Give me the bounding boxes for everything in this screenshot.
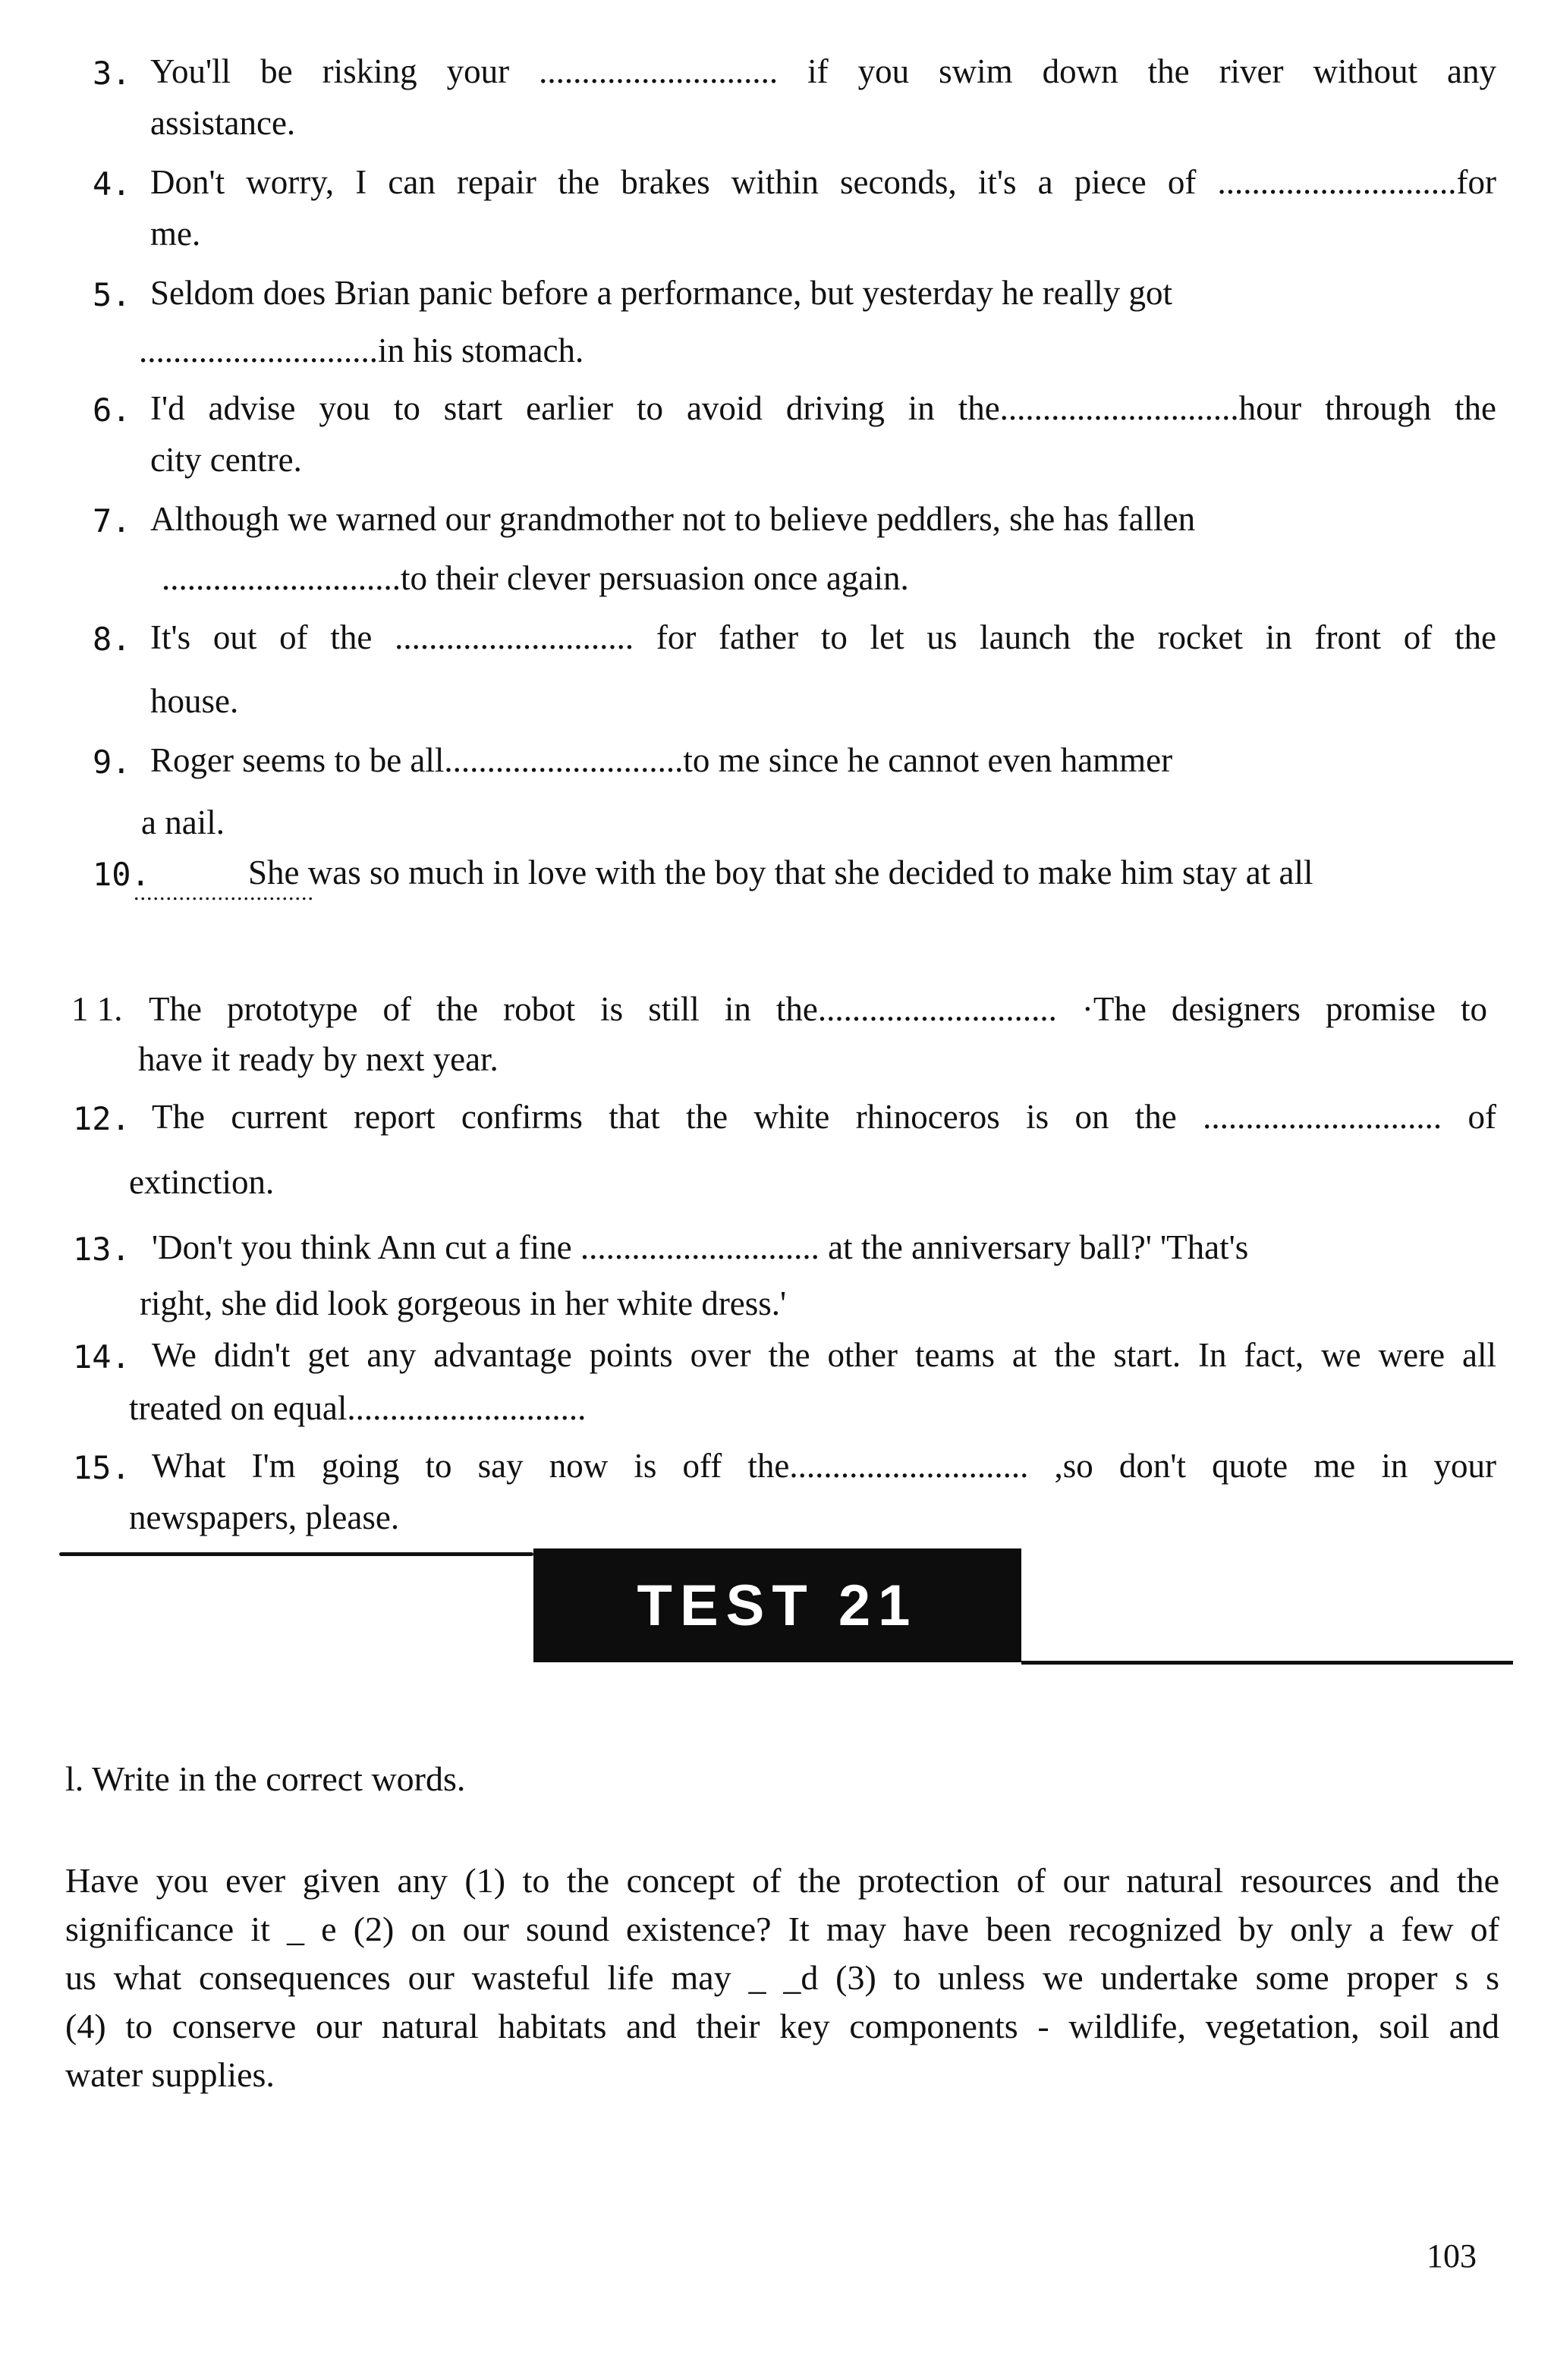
item-number: 15. bbox=[73, 1449, 131, 1486]
item-number: 12. bbox=[73, 1100, 131, 1137]
item-number: 14. bbox=[73, 1338, 131, 1375]
item-text-line1: I'd advise you to start earlier to avoid driving in the............................hour through the bbox=[150, 389, 1496, 427]
item-number: 7. bbox=[93, 502, 131, 539]
item-text-line2: me. bbox=[150, 215, 201, 253]
item-text-line1: She was so much in love with the boy that she decided to make him stay at all bbox=[248, 854, 1313, 891]
item-text-line1: What I'm going to say now is off the............................ ,so don't quote me in your bbox=[152, 1447, 1496, 1485]
paragraph-line: Have you ever given any (1) to the concept of the protection of our natural resources and the bbox=[65, 1861, 1499, 1900]
paragraph-line: (4) to conserve our natural habitats and their key components - wildlife, vegetation, soil and bbox=[65, 2007, 1499, 2045]
item-text-line1: Seldom does Brian panic before a performance, but yesterday he really got bbox=[150, 274, 1172, 312]
item-text-line1: Don't worry, I can repair the brakes within seconds, it's a piece of ............................for bbox=[150, 163, 1496, 201]
item-number: 10. bbox=[93, 856, 150, 893]
item-text-line1: You'll be risking your ............................ if you swim down the river without any bbox=[150, 52, 1496, 90]
item-number: 1 1. bbox=[71, 990, 123, 1028]
test-banner-title: TEST 21 bbox=[637, 1573, 918, 1638]
paragraph-line: significance it _ e (2) on our sound existence? It may have been recognized by only a few of bbox=[65, 1910, 1499, 1948]
item-number: 3. bbox=[93, 55, 131, 92]
item-text-line1: Although we warned our grandmother not to believe peddlers, she has fallen bbox=[150, 500, 1196, 538]
item-text-line2: ............................in his stomach. bbox=[139, 332, 584, 369]
item-text-line1: The prototype of the robot is still in the............................ ·The designers promise to bbox=[149, 990, 1487, 1028]
item-text-line1: Roger seems to be all............................to me since he cannot even hammer bbox=[150, 741, 1173, 779]
item-number: 6. bbox=[93, 391, 131, 429]
item-text-line2: house. bbox=[150, 682, 239, 720]
item-text-line1: We didn't get any advantage points over the other teams at the start. In fact, we were all bbox=[152, 1336, 1496, 1374]
section-rule-left bbox=[59, 1552, 533, 1556]
section-rule-right bbox=[1021, 1661, 1513, 1665]
item-text-line2: treated on equal............................ bbox=[129, 1389, 587, 1427]
paragraph-line: water supplies. bbox=[65, 2055, 275, 2094]
item-text-line2: extinction. bbox=[129, 1163, 275, 1201]
item-text-line2: right, she did look gorgeous in her white dress.' bbox=[140, 1284, 787, 1322]
item-number: 13. bbox=[73, 1231, 131, 1268]
item-number: 8. bbox=[93, 621, 131, 658]
test-banner bbox=[533, 1548, 1021, 1662]
item-text-line2: ............................ bbox=[134, 880, 314, 905]
item-text-line2: city centre. bbox=[150, 441, 302, 479]
item-text-line2: have it ready by next year. bbox=[138, 1040, 499, 1078]
item-text-line1: It's out of the ............................ for father to let us launch the rocket in front of the bbox=[150, 618, 1496, 656]
item-text-line2: assistance. bbox=[150, 104, 296, 142]
exercise-instruction: l. Write in the correct words. bbox=[65, 1759, 466, 1798]
item-number: 5. bbox=[93, 276, 131, 313]
item-number: 9. bbox=[93, 744, 131, 781]
page-number: 103 bbox=[1427, 2237, 1477, 2275]
paragraph-line: us what consequences our wasteful life may _ _d (3) to unless we undertake some proper s s bbox=[65, 1958, 1499, 1997]
item-text-line2: a nail. bbox=[141, 803, 225, 841]
item-text-line1: 'Don't you think Ann cut a fine ............................ at the anniversary ball?' 'That's bbox=[152, 1228, 1249, 1266]
item-number: 4. bbox=[93, 165, 131, 203]
item-text-line1: The current report confirms that the white rhinoceros is on the ............................ of bbox=[152, 1098, 1496, 1136]
item-text-line2: ............................to their clever persuasion once again. bbox=[162, 559, 909, 597]
item-text-line2: newspapers, please. bbox=[129, 1498, 400, 1536]
